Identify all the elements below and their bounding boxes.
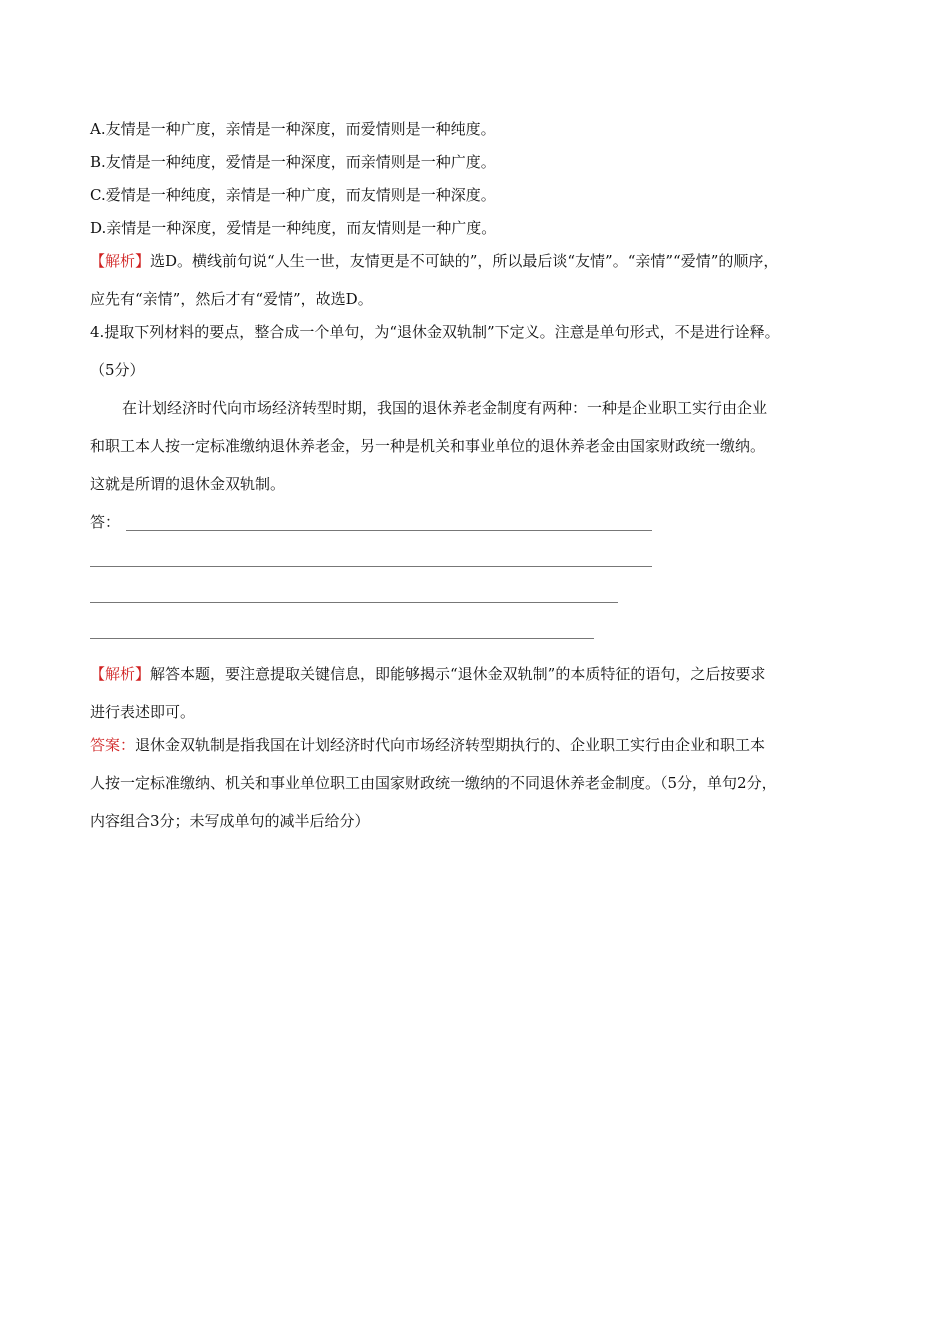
- answer-key-line-1: [90, 734, 860, 756]
- option-a: A.友情是一种广度，亲情是一种深度，而爱情则是一种纯度。: [90, 120, 496, 138]
- analysis-text: 选D。横线前句说“人生一世，友情更是不可缺的”，所以最后谈“友情”。“亲情”“爱情”的顺序，: [150, 252, 779, 270]
- answer-key-line-2: 人按一定标准缴纳、机关和事业单位职工由国家财政统一缴纳的不同退休养老金制度。（5分，单句2分，: [90, 774, 777, 792]
- analysis-text: 解答本题，要注意提取关键信息，即能够揭示“退休金双轨制”的本质特征的语句，之后按要求: [150, 665, 766, 683]
- material-line-3: 这就是所谓的退休金双轨制。: [90, 475, 286, 493]
- material-line-2: 和职工本人按一定标准缴纳退休养老金，另一种是机关和事业单位的退休养老金由国家财政统一缴纳。: [90, 437, 766, 455]
- option-b: B.友情是一种纯度，爱情是一种深度，而亲情则是一种广度。: [90, 153, 496, 171]
- material-line-1: 在计划经济时代向市场经济转型时期，我国的退休养老金制度有两种：一种是企业职工实行由企业: [122, 399, 768, 417]
- answer-key-tag: 答案：: [90, 736, 136, 754]
- option-c: C.爱情是一种纯度，亲情是一种广度，而友情则是一种深度。: [90, 186, 496, 204]
- answer-label: 答：: [90, 513, 121, 531]
- answer-underline: [90, 638, 594, 639]
- analysis-tag: 【解析】: [90, 665, 151, 683]
- analysis-tag: 【解析】: [90, 252, 151, 270]
- answer-underline: [126, 530, 652, 531]
- answer-key-text: 退休金双轨制是指我国在计划经济时代向市场经济转型期执行的、企业职工实行由企业和职工本: [135, 736, 766, 754]
- analysis-2-line-1: [90, 663, 860, 685]
- analysis-2-line-2: 进行表述即可。: [90, 703, 196, 721]
- analysis-1-line-2: 应先有“亲情”，然后才有“爱情”，故选D。: [90, 290, 373, 308]
- answer-key-line-3: 内容组合3分；未写成单句的减半后给分）: [90, 812, 370, 830]
- answer-underline: [90, 602, 618, 603]
- document-page: [90, 118, 860, 848]
- answer-line-2[interactable]: [90, 547, 860, 583]
- answer-underline: [90, 566, 652, 567]
- option-d: D.亲情是一种深度，爱情是一种纯度，而友情则是一种广度。: [90, 219, 497, 237]
- analysis-1-line-1: [90, 250, 860, 272]
- question-4-line-1: 4.提取下列材料的要点，整合成一个单句，为“退休金双轨制”下定义。注意是单句形式，不是进行诠释。: [90, 323, 780, 341]
- question-4-score: （5分）: [90, 361, 145, 379]
- answer-line-1[interactable]: [90, 511, 860, 547]
- answer-line-4[interactable]: [90, 619, 860, 655]
- answer-line-3[interactable]: [90, 583, 860, 619]
